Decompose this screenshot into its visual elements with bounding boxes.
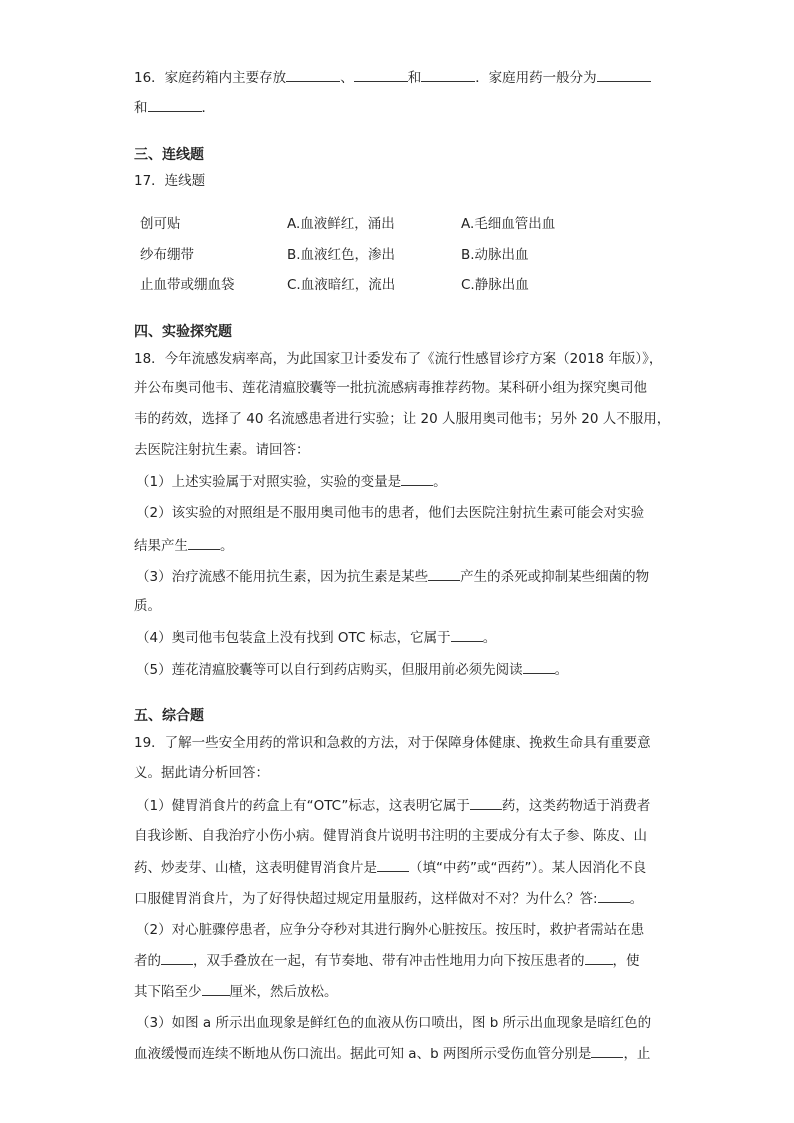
answer-blank[interactable]	[161, 950, 193, 965]
q18-sub-3: （3）治疗流感不能用抗生素，因为抗生素是某些 产生的杀死或抑制某些细菌的物	[136, 566, 649, 587]
answer-blank[interactable]	[598, 888, 630, 903]
answer-blank[interactable]	[148, 97, 202, 112]
q19-part-2: （2）对心脏骤停患者，应争分夺秒对其进行胸外心脏按压。按压时，救护者需站在患	[136, 922, 645, 938]
answer-blank[interactable]	[354, 67, 408, 82]
q19-part-1-line-3: 药、炒麦芽、山楂，这表明健胃消食片是 （填“中药”或“西药”）。某人因消化不良	[134, 857, 646, 878]
q18-line-2: 并公布奥司他韦、莲花清瘟胶囊等一批抗流感病毒推荐药物。某科研小组为探究奥司他	[134, 380, 647, 396]
q19-part-1-line-2: 自我诊断、自我治疗小伤小病。健胃消食片说明书注明的主要成分有太子参、陈皮、山	[134, 828, 647, 844]
q16-line-1: 16．家庭药箱内主要存放 、 和 ．家庭用药一般分为	[134, 67, 651, 88]
q17-title: 17．连线题	[134, 173, 206, 189]
q18-line-3: 韦的药效，选择了 40 名流感患者进行实验；让 20 人服用奥司他韦；另外 20 人不服用，	[134, 411, 671, 427]
match-col3-row1[interactable]: A.毛细血管出血	[461, 216, 556, 232]
q18-sub-3-cont: 质。	[134, 598, 161, 614]
answer-blank[interactable]	[188, 535, 220, 550]
q19-line-1: 19．了解一些安全用药的常识和急救的方法，对于保障身体健康、挽救生命具有重要意	[134, 735, 651, 751]
q19-part-2-line-2: 者的 ，双手叠放在一起，有节奏地、带有冲击性地用力向下按压患者的 ，使	[134, 950, 640, 971]
match-col2-row1[interactable]: A.血液鲜红，涌出	[287, 216, 395, 232]
match-col2-row2[interactable]: B.血液红色，渗出	[287, 247, 396, 263]
match-col1-row3[interactable]: 止血带或绷血袋	[140, 277, 235, 293]
q16-text: 16．家庭药箱内主要存放	[134, 70, 287, 86]
q18-sub-1: （1）上述实验属于对照实验，实验的变量是 。	[136, 471, 447, 492]
q18-sub-4: （4）奥司他韦包装盒上没有找到 OTC 标志，它属于 。	[136, 627, 496, 648]
answer-blank[interactable]	[523, 659, 555, 674]
match-col1-row2[interactable]: 纱布绷带	[140, 247, 194, 263]
q19-part-2-line-3: 其下陷至少 厘米，然后放松。	[134, 981, 338, 1002]
answer-blank[interactable]	[591, 1043, 623, 1058]
q19-part-1: （1）健胃消食片的药盒上有“OTC”标志，这表明它属于 药，这类药物适于消费者	[136, 795, 650, 816]
q19-line-2: 义。据此请分析回答：	[134, 765, 269, 781]
q19-part-1-line-4: 口服健胃消食片，为了好得快超过规定用量服药，这样做对不对？为什么？答: 。	[134, 888, 643, 909]
answer-blank[interactable]	[451, 627, 483, 642]
answer-blank[interactable]	[401, 471, 433, 486]
match-col3-row3[interactable]: C.静脉出血	[461, 277, 529, 293]
q18-line-1: 18．今年流感发病率高，为此国家卫计委发布了《流行性感冒诊疗方案（2018 年版）》，	[134, 351, 663, 367]
answer-blank[interactable]	[470, 795, 502, 810]
q19-part-3: （3）如图 a 所示出血现象是鲜红色的血液从伤口喷出，图 b 所示出血现象是暗红色的	[136, 1015, 652, 1031]
answer-blank[interactable]	[428, 566, 460, 581]
q18-sub-5: （5）莲花清瘟胶囊等可以自行到药店购买，但服用前必须先阅读 。	[136, 659, 568, 680]
answer-blank[interactable]	[377, 857, 409, 872]
answer-blank[interactable]	[421, 67, 475, 82]
q18-sub-2: （2）该实验的对照组是不服用奥司他韦的患者，他们去医院注射抗生素可能会对实验	[136, 505, 645, 521]
q16-line-2: 和 ．	[134, 97, 215, 118]
answer-blank[interactable]	[585, 950, 613, 965]
q18-sub-2-cont: 结果产生 。	[134, 535, 234, 556]
match-col3-row2[interactable]: B.动脉出血	[461, 247, 529, 263]
q19-part-3-line-2: 血液缓慢而连续不断地从伤口流出。据此可知 a、b 两图所示受伤血管分别是 ，止	[134, 1043, 650, 1064]
match-col2-row3[interactable]: C.血液暗红，流出	[287, 277, 396, 293]
answer-blank[interactable]	[286, 67, 340, 82]
section-3-heading: 三、连线题	[134, 147, 204, 163]
match-col1-row1[interactable]: 创可贴	[140, 216, 181, 232]
section-5-heading: 五、综合题	[134, 708, 204, 724]
q18-line-4: 去医院注射抗生素。请回答：	[134, 442, 310, 458]
section-4-heading: 四、实验探究题	[134, 324, 232, 340]
answer-blank[interactable]	[597, 67, 651, 82]
answer-blank[interactable]	[202, 981, 230, 996]
